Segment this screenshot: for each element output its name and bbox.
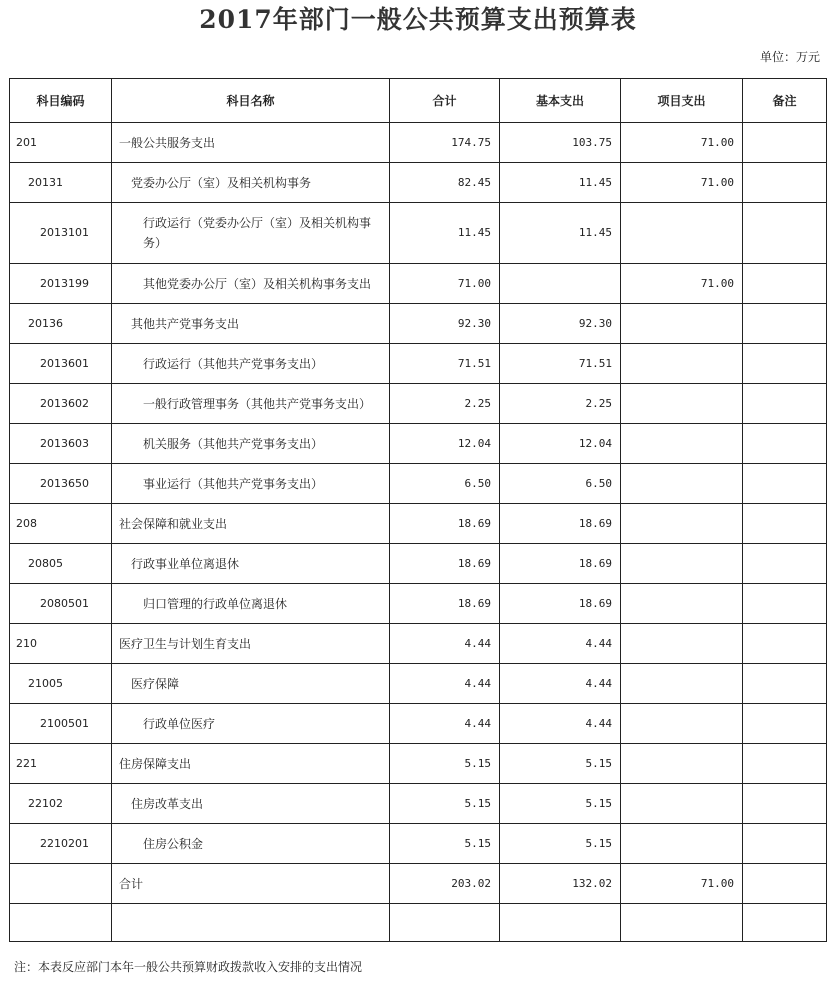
cell-basic: 103.75 (500, 123, 621, 163)
cell-name: 住房保障支出 (112, 744, 390, 784)
budget-table (9, 78, 827, 942)
cell-note (743, 464, 827, 504)
cell-note (743, 584, 827, 624)
cell-code: 20131 (10, 163, 112, 203)
cell-total: 5.15 (390, 824, 500, 864)
cell-note (743, 664, 827, 704)
cell-total: 174.75 (390, 123, 500, 163)
cell-total: 4.44 (390, 624, 500, 664)
cell-code (10, 864, 112, 904)
cell-basic: 12.04 (500, 424, 621, 464)
cell-name: 社会保障和就业支出 (112, 504, 390, 544)
table-row (10, 544, 827, 584)
cell-basic: 71.51 (500, 344, 621, 384)
cell-note (743, 123, 827, 163)
cell-project (621, 664, 743, 704)
cell-basic (500, 264, 621, 304)
cell-name: 一般行政管理事务（其他共产党事务支出） (112, 384, 390, 424)
cell-total: 18.69 (390, 584, 500, 624)
cell-basic: 11.45 (500, 163, 621, 203)
cell-code: 208 (10, 504, 112, 544)
column-header-name: 科目名称 (112, 79, 390, 123)
cell-basic: 18.69 (500, 544, 621, 584)
cell-code: 2100501 (10, 704, 112, 744)
cell-code: 201 (10, 123, 112, 163)
cell-name: 医疗保障 (112, 664, 390, 704)
cell-basic: 4.44 (500, 664, 621, 704)
cell-basic: 18.69 (500, 504, 621, 544)
table-row (10, 664, 827, 704)
cell-note (743, 163, 827, 203)
cell-total: 18.69 (390, 504, 500, 544)
cell-total: 92.30 (390, 304, 500, 344)
cell-basic: 5.15 (500, 824, 621, 864)
table-header-row (10, 79, 827, 123)
cell-total: 6.50 (390, 464, 500, 504)
table-row (10, 163, 827, 203)
cell-basic: 132.02 (500, 864, 621, 904)
cell-name: 行政运行（党委办公厅（室）及相关机构事务） (112, 203, 390, 264)
cell-project (621, 304, 743, 344)
unit-label: 单位：万元 (759, 50, 820, 64)
cell-name: 一般公共服务支出 (112, 123, 390, 163)
cell-basic: 6.50 (500, 464, 621, 504)
column-header-total: 合计 (390, 79, 500, 123)
cell-project (621, 704, 743, 744)
cell-basic: 92.30 (500, 304, 621, 344)
cell-basic: 2.25 (500, 384, 621, 424)
cell-code: 2013603 (10, 424, 112, 464)
cell-note (743, 904, 827, 942)
table-row (10, 344, 827, 384)
table-row (10, 384, 827, 424)
cell-name: 行政运行（其他共产党事务支出） (112, 344, 390, 384)
cell-code: 2013101 (10, 203, 112, 264)
cell-code: 2013602 (10, 384, 112, 424)
cell-name: 行政事业单位离退休 (112, 544, 390, 584)
cell-total: 4.44 (390, 664, 500, 704)
cell-project (621, 464, 743, 504)
cell-basic: 18.69 (500, 584, 621, 624)
cell-note (743, 784, 827, 824)
page-title: 2017年部门一般公共预算支出预算表 (199, 5, 637, 34)
cell-name: 归口管理的行政单位离退休 (112, 584, 390, 624)
cell-total (390, 904, 500, 942)
cell-code (10, 904, 112, 942)
cell-note (743, 864, 827, 904)
table-row (10, 304, 827, 344)
cell-note (743, 384, 827, 424)
table-row (10, 784, 827, 824)
table-row (10, 584, 827, 624)
cell-code: 2013199 (10, 264, 112, 304)
cell-project: 71.00 (621, 163, 743, 203)
table-row (10, 424, 827, 464)
cell-note (743, 704, 827, 744)
cell-code: 2210201 (10, 824, 112, 864)
table-row (10, 624, 827, 664)
cell-basic: 5.15 (500, 744, 621, 784)
cell-code: 2013650 (10, 464, 112, 504)
cell-project (621, 544, 743, 584)
cell-project (621, 784, 743, 824)
column-header-note: 备注 (743, 79, 827, 123)
cell-total: 5.15 (390, 744, 500, 784)
table-row (10, 824, 827, 864)
cell-total: 11.45 (390, 203, 500, 264)
column-header-project: 项目支出 (621, 79, 743, 123)
table-row (10, 464, 827, 504)
cell-note (743, 203, 827, 264)
cell-project (621, 424, 743, 464)
cell-total: 2.25 (390, 384, 500, 424)
table-row (10, 123, 827, 163)
cell-name: 其他党委办公厅（室）及相关机构事务支出 (112, 264, 390, 304)
table-row (10, 504, 827, 544)
cell-basic: 11.45 (500, 203, 621, 264)
table-row (10, 203, 827, 264)
table-row (10, 904, 827, 942)
cell-total: 71.51 (390, 344, 500, 384)
cell-total: 71.00 (390, 264, 500, 304)
cell-note (743, 304, 827, 344)
cell-basic: 4.44 (500, 704, 621, 744)
cell-total: 18.69 (390, 544, 500, 584)
cell-total: 5.15 (390, 784, 500, 824)
cell-note (743, 504, 827, 544)
table-row (10, 264, 827, 304)
cell-code: 2080501 (10, 584, 112, 624)
cell-name: 党委办公厅（室）及相关机构事务 (112, 163, 390, 203)
cell-name: 其他共产党事务支出 (112, 304, 390, 344)
cell-project (621, 824, 743, 864)
footnote: 注：本表反应部门本年一般公共预算财政拨款收入安排的支出情况 (14, 960, 363, 974)
cell-code: 210 (10, 624, 112, 664)
cell-total: 4.44 (390, 704, 500, 744)
cell-project (621, 744, 743, 784)
cell-project (621, 344, 743, 384)
cell-name: 住房公积金 (112, 824, 390, 864)
cell-code: 2013601 (10, 344, 112, 384)
column-header-basic: 基本支出 (500, 79, 621, 123)
cell-note (743, 344, 827, 384)
cell-note (743, 264, 827, 304)
cell-note (743, 824, 827, 864)
cell-note (743, 624, 827, 664)
column-header-code: 科目编码 (10, 79, 112, 123)
cell-name: 住房改革支出 (112, 784, 390, 824)
cell-project (621, 904, 743, 942)
cell-code: 20136 (10, 304, 112, 344)
cell-code: 21005 (10, 664, 112, 704)
cell-total: 203.02 (390, 864, 500, 904)
cell-name: 医疗卫生与计划生育支出 (112, 624, 390, 664)
cell-project (621, 384, 743, 424)
table-row (10, 864, 827, 904)
cell-note (743, 424, 827, 464)
cell-project: 71.00 (621, 864, 743, 904)
cell-basic: 5.15 (500, 784, 621, 824)
cell-name: 合计 (112, 864, 390, 904)
cell-basic: 4.44 (500, 624, 621, 664)
cell-project (621, 584, 743, 624)
cell-code: 221 (10, 744, 112, 784)
cell-name (112, 904, 390, 942)
cell-note (743, 544, 827, 584)
table-row (10, 704, 827, 744)
cell-name: 机关服务（其他共产党事务支出） (112, 424, 390, 464)
cell-project (621, 203, 743, 264)
cell-project (621, 624, 743, 664)
cell-total: 12.04 (390, 424, 500, 464)
table-row (10, 744, 827, 784)
cell-basic (500, 904, 621, 942)
cell-project: 71.00 (621, 264, 743, 304)
cell-project (621, 504, 743, 544)
cell-total: 82.45 (390, 163, 500, 203)
cell-project: 71.00 (621, 123, 743, 163)
cell-name: 事业运行（其他共产党事务支出） (112, 464, 390, 504)
cell-name: 行政单位医疗 (112, 704, 390, 744)
cell-code: 20805 (10, 544, 112, 584)
cell-code: 22102 (10, 784, 112, 824)
cell-note (743, 744, 827, 784)
